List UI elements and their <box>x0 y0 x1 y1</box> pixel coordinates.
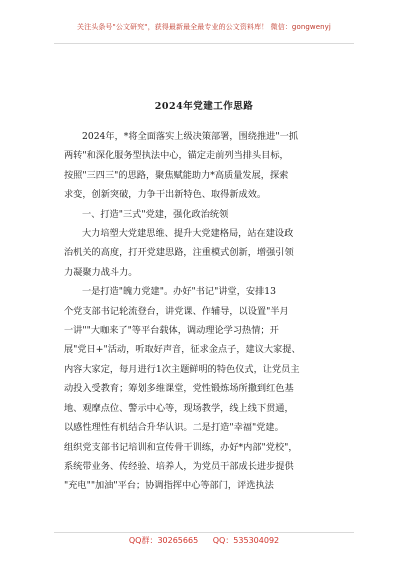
body-line: 内容大家定，每月进行1次主题鲜明的特色仪式，让党员主 <box>64 363 300 375</box>
body-line: "充电""加油"平台；协调指挥中心等部门，评选执法 <box>64 480 274 492</box>
body-line: 动投入受教育；筹划多维课堂，党性锻炼场所撒到红色基 <box>64 383 294 395</box>
header-notice: 关注头条号"公文研究"，获得最新最全最专业的公文资料库！ 微信：gongwenyj <box>77 23 331 31</box>
document-title: 2024年党建工作思路 <box>154 101 254 112</box>
body-line: 大力培塑大党建思维、提升大党建格局，站在建设政 <box>82 228 294 240</box>
footer-divider <box>54 532 354 533</box>
body-line: 地、观摩点位、警示中心等，现场教学，线上线下贯通， <box>64 402 294 414</box>
body-line: 以感性理性有机结合升华认识。二是打造"幸福"党建。 <box>64 422 284 434</box>
footer-qq-group: QQ群：30265665 <box>128 536 199 545</box>
footer-contact <box>0 535 408 546</box>
section-heading: 一、打造"三式"党建，强化政治统领 <box>82 208 229 220</box>
body-line: 治机关的高度，打开党建思路，注重模式创新，增强引领 <box>64 247 294 259</box>
footer-qq-number: QQ：535304092 <box>212 536 280 545</box>
body-line: 按照"三四三"的思路，聚焦赋能助力*高质量发展，探索 <box>64 169 289 181</box>
document-body <box>64 127 350 496</box>
body-line: 系统带业务、传经验、培养人，为党员干部成长进步提供 <box>64 460 294 472</box>
body-line: 两转"和深化服务型执法中心，锚定走前列当排头目标， <box>64 150 289 162</box>
body-line: 2024年，*将全面落实上级决策部署，围绕推进"一抓 <box>82 131 298 142</box>
body-line: 力凝聚力战斗力。 <box>64 266 138 278</box>
header-divider <box>54 43 354 44</box>
body-line: 一讲""大咖来了"等平台载体，调动理论学习热情；开 <box>64 325 279 337</box>
body-line: 个党支部书记轮流登台，讲党课、作辅导，以设置"半月 <box>64 305 289 317</box>
body-line: 组织党支部书记培训和宣传骨干训练，办好*内部"党校"， <box>64 441 298 453</box>
body-line: 一是打造"魄力党建"。办好"书记"讲堂，安排13 <box>82 286 276 298</box>
body-line: 展"党日+"活动，听取好声音，征求金点子，建议大家提、 <box>64 344 301 356</box>
body-line: 求变，创新突破，力争干出新特色、取得新成效。 <box>64 189 267 201</box>
